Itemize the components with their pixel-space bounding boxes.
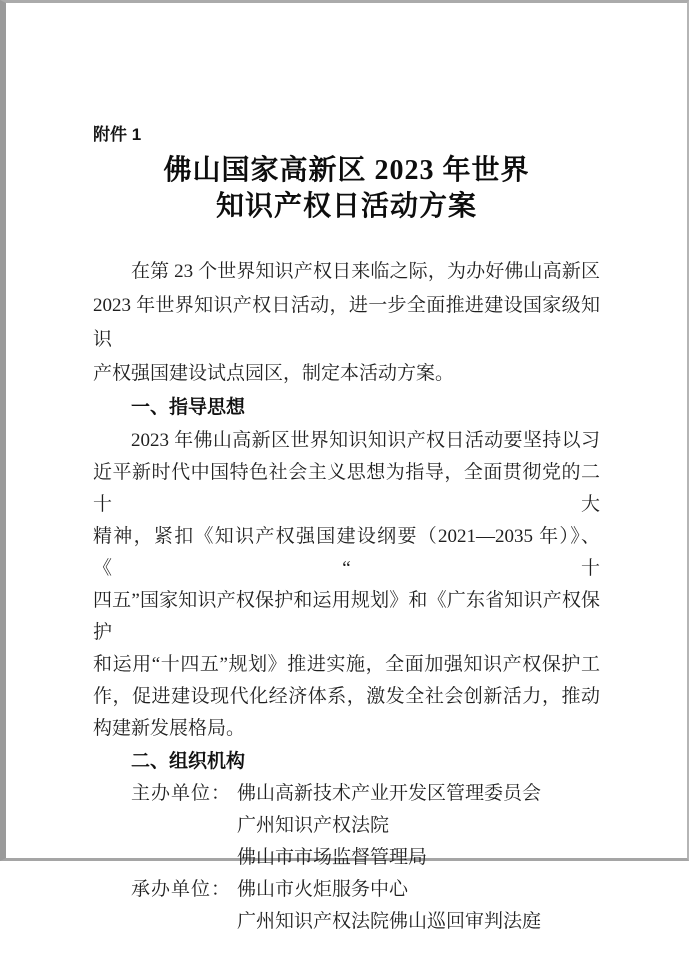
intro-line: 产权强国建设试点园区，制定本活动方案。 [93, 363, 455, 384]
host-organizers-row [131, 778, 600, 874]
document-title [93, 153, 600, 225]
undertaker-organizers-label: 承办单位： [131, 879, 232, 900]
body-line: 2023 年佛山高新区世界知识知识产权日活动要坚持以习 [131, 430, 600, 451]
intro-line: 在第 23 个世界知识产权日来临之际，为办好佛山高新区 [131, 261, 600, 282]
body-line: 近平新时代中国特色社会主义思想为指导，全面贯彻党的二十大 [93, 462, 600, 515]
attachment-label: 附件 1 [93, 125, 142, 144]
section-heading-guiding-ideology: 一、指导思想 [131, 397, 246, 418]
intro-line: 2023 年世界知识产权日活动，进一步全面推进建设国家级知识 [93, 295, 600, 350]
body-line: 构建新发展格局。 [93, 718, 246, 739]
section-heading-organization: 二、组织机构 [131, 751, 246, 772]
undertaker-organizers-row [131, 874, 600, 938]
body-line: 和运用“十四五”规划》推进实施，全面加强知识产权保护工 [93, 654, 600, 675]
host-organizers-list [231, 778, 600, 874]
document-title-line-2: 知识产权日活动方案 [215, 191, 477, 222]
host-organizers-label: 主办单位： [131, 783, 232, 804]
organizer-item: 广州知识产权法院 [237, 815, 390, 836]
body-line: 四五”国家知识产权保护和运用规划》和《广东省知识产权保护 [93, 590, 600, 643]
organizer-item: 佛山市市场监督管理局 [237, 847, 428, 868]
organizer-item: 佛山市火炬服务中心 [237, 879, 409, 900]
guiding-ideology-paragraph [93, 425, 600, 745]
page-content [6, 125, 687, 980]
body-line: 精神，紧扣《知识产权强国建设纲要（2021—2035 年）》、《“十 [93, 526, 600, 579]
document-title-line-1: 佛山国家高新区 2023 年世界 [163, 155, 530, 186]
organizer-item: 佛山高新技术产业开发区管理委员会 [237, 783, 542, 804]
undertaker-organizers-list [231, 874, 600, 938]
body-line: 作，促进建设现代化经济体系，激发全社会创新活力，推动 [93, 686, 600, 707]
intro-paragraph [93, 255, 600, 391]
organizer-item: 广州知识产权法院佛山巡回审判法庭 [237, 911, 542, 932]
organization-block [93, 778, 600, 938]
